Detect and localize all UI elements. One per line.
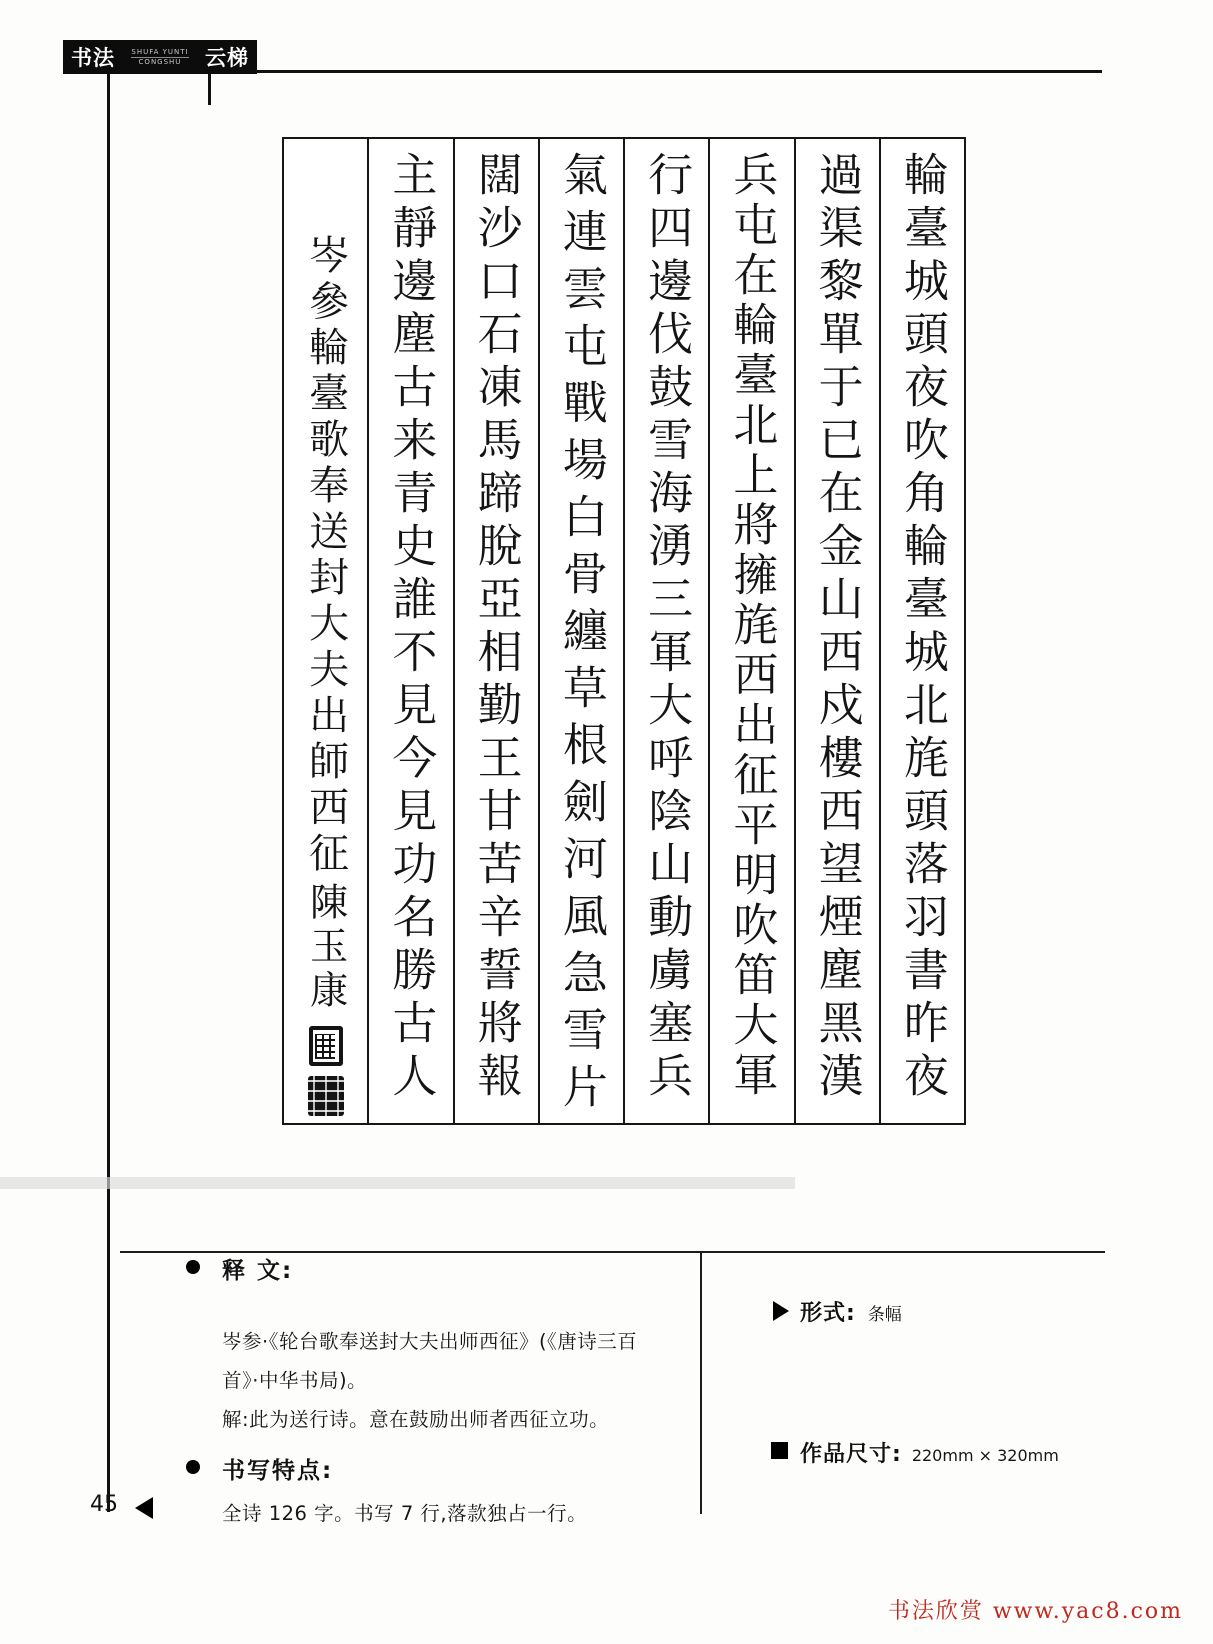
- header-tick-line: [208, 73, 211, 105]
- page-number: 45: [90, 1492, 118, 1517]
- masthead-romanization: [131, 48, 188, 66]
- format-label: 形式:: [800, 1301, 856, 1326]
- dimensions-value: 220mm × 320mm: [911, 1446, 1059, 1465]
- column-text: 主靜邊塵古来青史誰不見今見功名勝古人: [384, 151, 438, 1105]
- column-text: 氣連雲屯戰場白骨纏草根劍河風急雪片: [554, 151, 608, 1120]
- calligraphy-column-2: [794, 139, 879, 1123]
- calligraphy-artwork: [282, 137, 966, 1125]
- triangle-left-icon: [135, 1497, 153, 1519]
- site-watermark: 书法欣赏 www.yac8.com: [887, 1599, 1183, 1624]
- shiwen-line: 首》·中华书局)。: [222, 1369, 368, 1392]
- calligraphy-column-3: [708, 139, 793, 1123]
- calligraphy-column-1: [879, 139, 964, 1123]
- bullet-icon: [186, 1260, 200, 1274]
- bullet-icon: [186, 1460, 200, 1474]
- square-bullet-icon: [771, 1442, 788, 1459]
- column-text: 輪臺城頭夜吹角輪臺城北旄頭落羽書昨夜: [895, 151, 949, 1105]
- shiwen-body: [222, 1322, 637, 1439]
- calligraphy-column-4: [623, 139, 708, 1123]
- scan-artifact-band: [0, 1177, 795, 1189]
- masthead-title-left: 书法: [71, 45, 115, 70]
- tedian-section-label: 书写特点:: [222, 1458, 334, 1484]
- column-text: 過渠黎單于已在金山西戍樓西望煙塵黑漢: [810, 151, 864, 1105]
- column-text: 兵屯在輪臺北上將擁旄西出征平明吹笛大軍: [725, 151, 779, 1101]
- artist-seal-outline-icon: [309, 1026, 343, 1066]
- column-text: 行四邊伐鼓雪海湧三軍大呼陰山動虜塞兵: [640, 151, 694, 1105]
- artist-seal-solid-icon: [308, 1076, 344, 1116]
- dimensions-row: [800, 1437, 1059, 1468]
- shiwen-line: 岑参·《轮台歌奉送封大夫出师西征》(《唐诗三百: [222, 1330, 638, 1353]
- notes-divider-vertical: [700, 1252, 702, 1514]
- artist-signature: 陳玉康: [303, 882, 348, 1014]
- masthead-title-right: 云梯: [205, 45, 249, 70]
- shiwen-section-label: 释 文:: [222, 1258, 294, 1284]
- calligraphy-column-7: [367, 139, 452, 1123]
- masthead-sub-line1: SHUFA YUNTI: [131, 48, 189, 56]
- column-text: 闊沙口石凍馬蹄脫亞相勤王甘苦辛誓將報: [469, 151, 523, 1105]
- colophon-column: [284, 139, 367, 1123]
- format-row: [800, 1296, 902, 1327]
- dimensions-label: 作品尺寸:: [800, 1442, 902, 1467]
- masthead-sub-line2: CONGSHU: [138, 58, 182, 66]
- format-value: 条幅: [867, 1305, 902, 1325]
- calligraphy-column-5: [538, 139, 623, 1123]
- shiwen-line: 解:此为送行诗。意在鼓励出师者西征立功。: [222, 1408, 610, 1431]
- tedian-body: 全诗 126 字。书写 7 行,落款独占一行。: [222, 1502, 588, 1525]
- header-horizontal-rule: [255, 70, 1102, 73]
- colophon-title: 岑參輪臺歌奉送封大夫出師西征: [302, 234, 349, 878]
- magazine-masthead: [63, 40, 257, 74]
- left-margin-rule: [107, 74, 110, 1512]
- calligraphy-column-6: [453, 139, 538, 1123]
- triangle-right-icon: [773, 1301, 789, 1321]
